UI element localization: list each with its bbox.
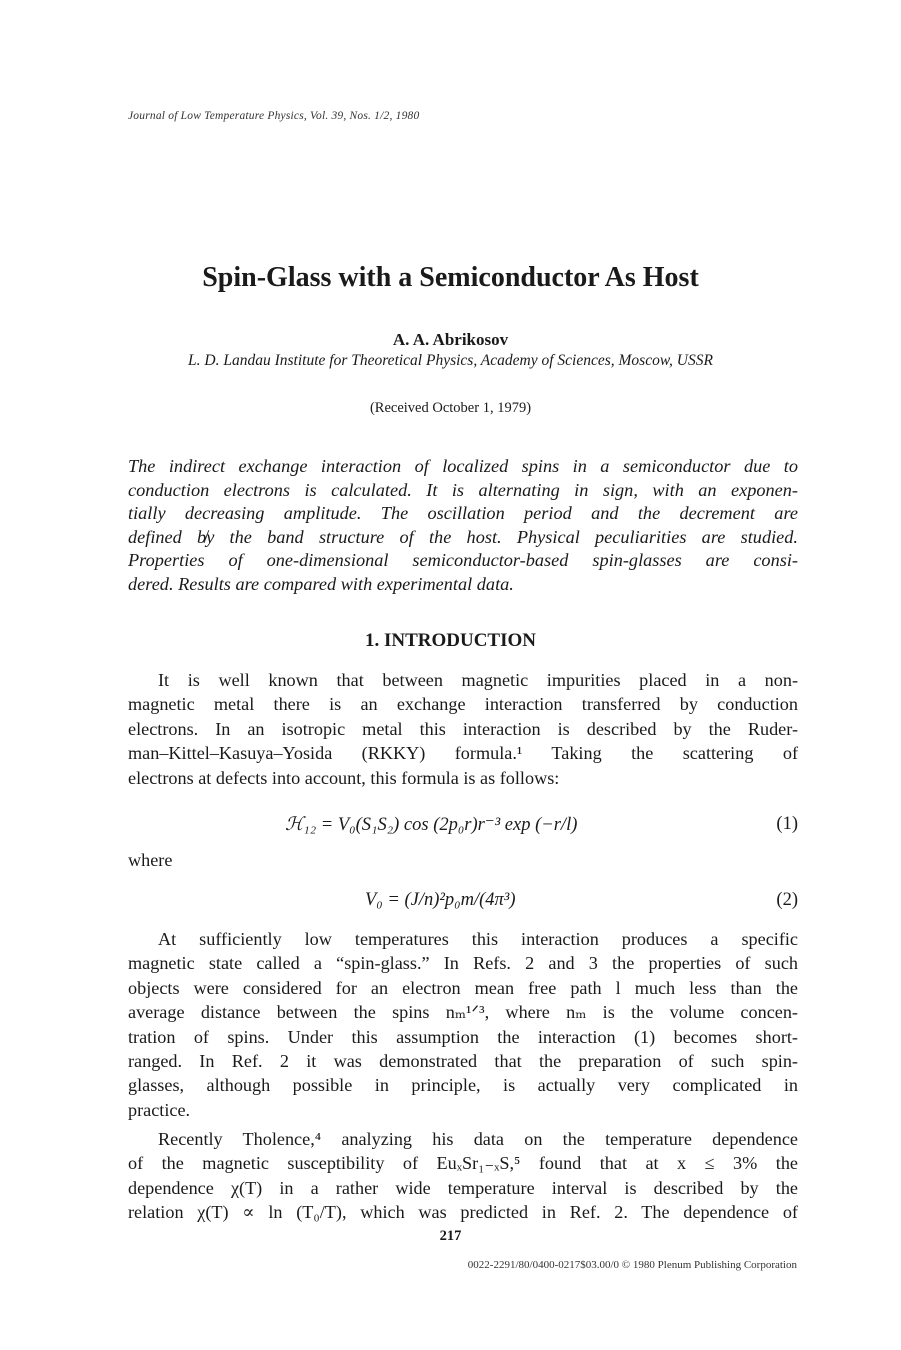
where-text: where: [128, 850, 173, 870]
paragraph-line: Recently Tholence,⁴ analyzing his data on the temperature dependence: [158, 1129, 798, 1149]
paragraph-line: At sufficiently low temperatures this interaction produces a specific: [158, 929, 798, 949]
copyright-line: 0022-2291/80/0400-0217$03.00/0 © 1980 Plenum Publishing Corporation: [467, 1259, 797, 1271]
received-date: (Received October 1, 1979): [369, 400, 532, 416]
equation-2: V₀ = (J/n)²p₀m/(4π³): [365, 890, 516, 910]
paragraph-line: man–Kittel–Kasuya–Yosida (RKKY) formula.¹ Taking the scattering of: [128, 743, 798, 764]
author-name: A. A. Abrikosov: [392, 330, 509, 349]
paragraph-intro: [128, 668, 798, 790]
abstract-line: dered. Results are compared with experimental data.: [128, 573, 514, 594]
paragraph-line: magnetic metal there is an exchange interaction transferred by conduction: [128, 694, 798, 715]
abstract-line: Properties of one-dimensional semiconductor-based spin-glasses are consi-: [128, 550, 798, 571]
paragraph-line: glasses, although possible in principle, is actually very complicated in: [128, 1075, 798, 1096]
journal-header: Journal of Low Temperature Physics, Vol. 39, Nos. 1/2, 1980: [128, 110, 420, 122]
equation-2-number: (2): [776, 890, 798, 910]
author-affiliation: L. D. Landau Institute for Theoretical Physics, Academy of Sciences, Moscow, USSR: [188, 352, 713, 369]
abstract: [128, 455, 798, 597]
paragraph-line: magnetic state called a “spin-glass.” In Refs. 2 and 3 the properties of such: [128, 953, 798, 974]
paragraph-tholence: [128, 1127, 798, 1225]
abstract-line: conduction electrons is calculated. It is alternating in sign, with an exponen-: [128, 479, 798, 500]
paragraph-line: relation χ(T) ∝ ln (T₀/T), which was predicted in Ref. 2. The dependence of: [128, 1202, 798, 1223]
paragraph-spin-glass: [128, 927, 798, 1122]
page-number: 217: [439, 1228, 462, 1244]
paragraph-line: dependence χ(T) in a rather wide temperature interval is described by the: [128, 1177, 798, 1198]
section-heading: 1. INTRODUCTION: [364, 630, 537, 651]
paragraph-line: average distance between the spins nₘ¹ᐟ³, where nₘ is the volume concen-: [128, 1002, 798, 1023]
paragraph-line: of the magnetic susceptibility of EuₓSr₁₋ₓS,⁵ found that at x ≤ 3% the: [128, 1153, 798, 1174]
abstract-line: The indirect exchange interaction of localized spins in a semiconductor due to: [128, 456, 798, 476]
paragraph-line: tration of spins. Under this assumption the interaction (1) becomes short-: [128, 1026, 798, 1047]
paper-title: Spin-Glass with a Semiconductor As Host: [202, 262, 699, 293]
paragraph-line: ranged. In Ref. 2 it was demonstrated that the preparation of such spin-: [128, 1051, 798, 1072]
equation-1: ℋ₁₂ = V₀(S₁S₂) cos (2p₀r)r⁻³ exp (−r/l): [285, 815, 578, 835]
paragraph-line: objects were considered for an electron mean free path l much less than the: [128, 977, 798, 998]
paragraph-line: It is well known that between magnetic impurities placed in a non-: [158, 670, 798, 690]
abstract-line: tially decreasing amplitude. The oscillation period and the decrement are: [128, 503, 798, 524]
abstract-line: defined b̸y the band structure of the host. Physical peculiarities are studied.: [128, 526, 798, 547]
paragraph-line: practice.: [128, 1099, 191, 1120]
paragraph-line: electrons. In an isotropic metal this interaction is described by the Ruder-: [128, 718, 798, 739]
equation-1-number: (1): [776, 814, 798, 834]
paragraph-line: electrons at defects into account, this formula is as follows:: [128, 767, 560, 788]
